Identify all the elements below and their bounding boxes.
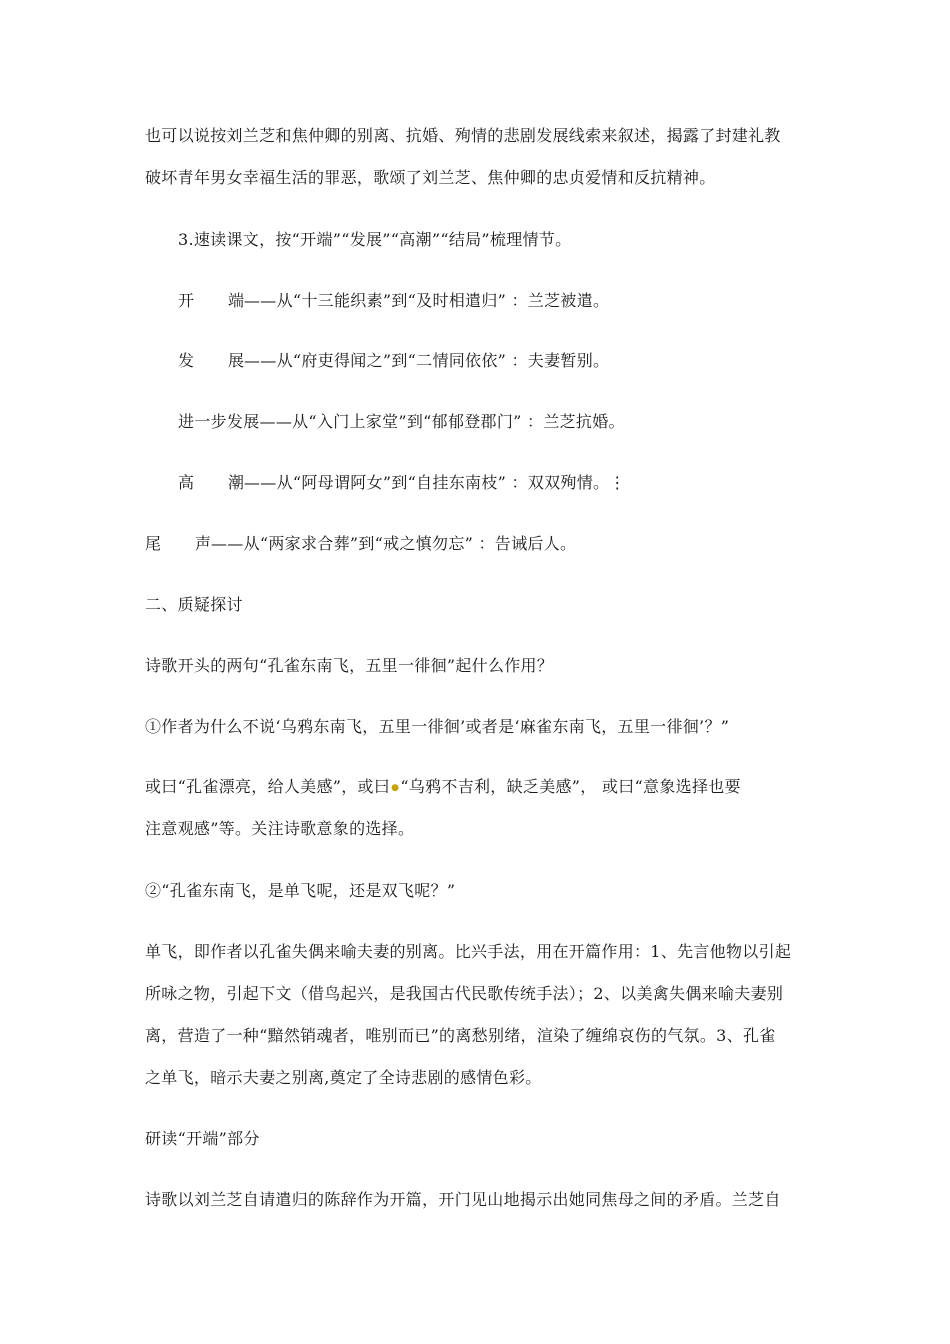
plot-text: ——从“府吏得闻之”到“二情同依依” ：夫妻暂别。 [244,351,610,370]
plot-text: ——从“两家求合葬”到“戒之慎勿忘” ：告诫后人。 [211,534,577,553]
section-2-heading: 二、质疑探讨 [145,595,243,614]
plot-row-beginning [178,291,609,311]
answer-2-line-4: 之单飞，暗示夫妻之别离,奠定了全诗悲剧的感情色彩。 [145,1068,542,1087]
study-heading: 研读“开端”部分 [145,1129,260,1148]
plot-row-further-development [178,412,625,432]
plot-text: ——从“十三能织素”到“及时相遣归” ：兰芝被遣。 [244,291,610,310]
answer-1-line-1: 或曰“孔雀漂亮，给人美感”，或曰●“乌鸦不吉利，缺乏美感”， 或曰“意象选择也要 [145,777,741,796]
plot-label: 尾 声 [145,534,211,553]
plot-label: 开 端 [178,291,244,310]
plot-text: ——从“阿母谓阿女”到“自挂东南枝” ：双双殉情。⋮ [244,473,626,492]
plot-row-epilogue [145,534,576,554]
plot-row-climax [178,473,626,493]
intro-line-2: 破坏青年男女幸福生活的罪恶，歌颂了刘兰芝、焦仲卿的忠贞爱情和反抗精神。 [145,168,716,187]
dot-mark-icon: ● [391,782,400,793]
answer-2-line-1: 单飞，即作者以孔雀失偶来喻夫妻的别离。比兴手法，用在开篇作用：1、先言他物以引起 [145,942,792,961]
plot-label: 进一步发展 [178,412,260,431]
plot-label: 高 潮 [178,473,244,492]
plot-text: ——从“入门上家堂”到“郁郁登郡门” ：兰芝抗婚。 [259,412,625,431]
plot-row-development [178,351,609,371]
main-question: 诗歌开头的两句“孔雀东南飞，五里一徘徊”起什么作用？ [145,656,554,675]
answer-1-line-2: 注意观感”等。关注诗歌意象的选择。 [145,819,415,838]
intro-line-1: 也可以说按刘兰芝和焦仲卿的别离、抗婚、殉情的悲剧发展线索来叙述，揭露了封建礼教 [145,126,781,145]
question-2: ②“孔雀东南飞，是单飞呢，还是双飞呢？” [145,881,456,900]
task-3: 3.速读课文，按“开端”“发展”“高潮”“结局”梳理情节。 [178,230,572,249]
plot-label: 发 展 [178,351,244,370]
answer-2-line-2: 所咏之物，引起下文（借鸟起兴，是我国古代民歌传统手法）；2、以美禽失偶来喻夫妻别 [145,984,784,1003]
answer-2-line-3: 离，营造了一种“黯然销魂者，唯别而已”的离愁别绪，渲染了缠绵哀伤的气氛。3、孔雀 [145,1026,776,1045]
question-1: ①作者为什么不说‘乌鸦东南飞，五里一徘徊’或者是‘麻雀东南飞，五里一徘徊’？” [145,717,730,736]
final-paragraph: 诗歌以刘兰芝自请遣归的陈辞作为开篇，开门见山地揭示出她同焦母之间的矛盾。兰芝自 [145,1190,781,1209]
